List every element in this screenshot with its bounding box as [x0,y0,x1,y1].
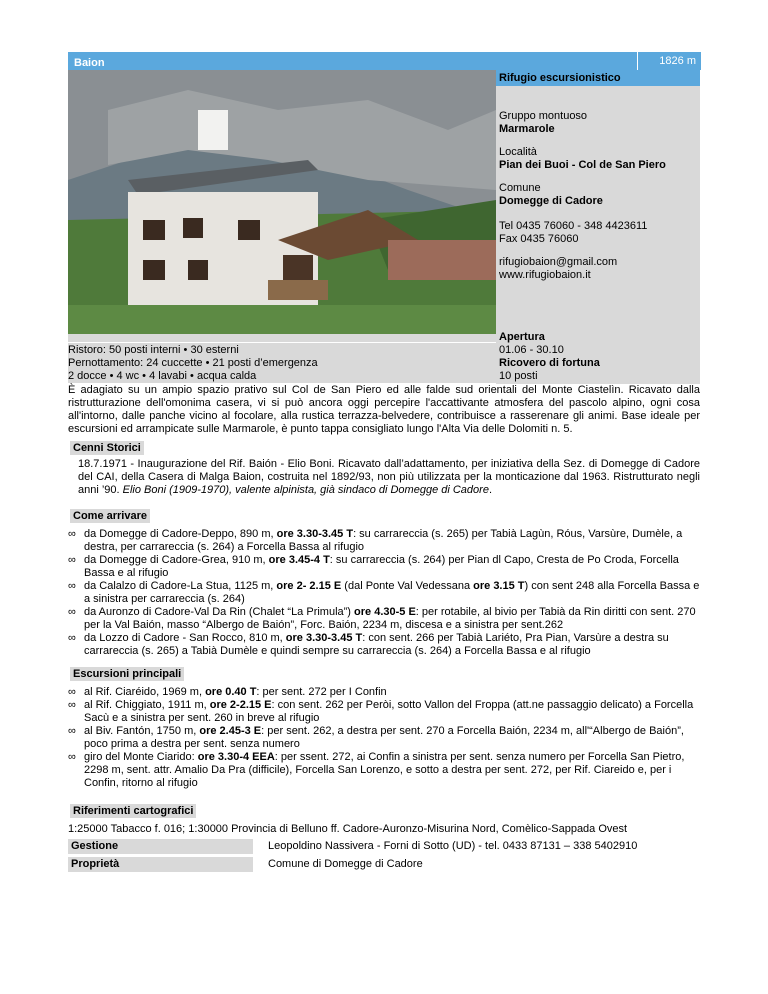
list-item: ∞ da Domegge di Cadore-Grea, 910 m, ore 3.45-4 T: su carrareccia (s. 264) per Pian dl Capo, Cresta de Po Croda, Forcella Bassa e al rifugio [68,554,679,579]
proprieta-label: Proprietà [68,857,253,872]
bullet-icon: ∞ [68,751,76,763]
cartografia-title: Riferimenti cartografici [70,804,196,818]
location-label: Località [499,146,537,158]
list-item: ∞ al Biv. Fantón, 1750 m, ore 2.45-3 E: per sent. 262, a destra per sent. 270 a Forcella Baión, 2234 m, all'“Albergo de Baión”, poco prima a destra per sent. senza numero [68,725,684,750]
hut-photo [68,70,496,334]
apertura-dates: 01.06 - 30.10 [499,344,564,356]
phone: Tel 0435 76060 - 348 4423611 [499,220,648,232]
hut-type: Rifugio escursionistico [499,72,621,84]
list-item: ∞ da Domegge di Cadore-Deppo, 890 m, ore 3.30-3.45 T: su carrareccia (s. 265) per Tabià Lagùn, Róus, Varsùre, Dumèle, a destra, per carrareccia (s. 264) a Forcella Bassa al rifugio [68,528,683,553]
list-item: ∞ al Rif. Chiggiato, 1911 m, ore 2-2.15 E: con sent. 262 per Peròi, sotto Vallon del Froppa (att.ne passaggio delicato) a Forcella Sacù e a sinistra per sent. 260 in breve al rifugio [68,699,694,724]
group-value: Marmarole [499,123,555,135]
comune-label: Comune [499,182,541,194]
bullet-icon: ∞ [68,606,76,618]
list-item: ∞ giro del Monte Ciarido: ore 3.30-4 EEA: per ssent. 272, ai Confin a sinistra per sent. senza numero per Forcella San Pietro, 2298 m, sent. attr. Amalio Da Pra (difficile), Forcella San Lorenzo, e sotto a destra per sent. 272, per Rif. Ciareido e, per i Confin, ritorno al rifugio [68,751,685,789]
storici-text: 18.7.1971 - Inaugurazione del Rif. Baión - Elio Boni. Ricavato dall’adattamento, per iniziativa della Sez. di Domegge di Cadore del CAI, della Casera di Malga Baion, costruita nel 1892/93, non più utilizzata per la monticazione dal 1963. Ristrutturato negli anni ’90. Elio Boni (1909-1970), valente alpinista, già sindaco di Domegge di Cadore. [78,458,700,496]
servizi: 2 docce • 4 wc • 4 lavabi • acqua calda [68,370,257,382]
escursioni-list [68,686,700,790]
bullet-icon: ∞ [68,554,76,566]
list-item: ∞ da Calalzo di Cadore-La Stua, 1125 m, ore 2- 2.15 E (dal Ponte Val Vedessana ore 3.15 T) con sent 248 alla Forcella Bassa e a sinistra per carrareccia (s. 264) [68,580,700,605]
storici-title: Cenni Storici [70,441,144,455]
description: È adagiato su un ampio spazio prativo sul Col de San Piero ed alle falde sud orientali del Monte Ciastelìn. Ricavato dalla ristrutturazione dell'omonima casera, vi si può ancora oggi percepire l'accattivante atmosfera del pascolo alpino, ogni cosa all'intorno, dalle panche vicino al focolare, alla rustica terrazza-belvedere, contribuisce a rasserenare gli animi. Base ideale per escursioni ed arrampicate sulle Marmarole, è punto tappa consigliato lungo l'Alta Via delle Dolomiti n. 5. [68,384,700,435]
list-item: ∞ da Auronzo di Cadore-Val Da Rin (Chalet “La Primula”) ore 4.30-5 E: per rotabile, al bivio per Tabià da Rin diritti con sent. 270 per la Val Baión, masso “Albergo de Baión”, Forc. Baión, 2234 m, discesa e a sinistra per sent.262 [68,606,696,631]
fax: Fax 0435 76060 [499,233,579,245]
ristoro: Ristoro: 50 posti interni • 30 esterni [68,344,239,356]
gestione-value: Leopoldino Nassivera - Forni di Sotto (UD) - tel. 0433 87131 – 338 5402910 [268,840,638,852]
pernottamento: Pernottamento: 24 cuccette • 21 posti d’emergenza [68,357,318,369]
storici-italic: Elio Boni (1909-1970), valente alpinista, già sindaco di Domegge di Cadore [122,484,489,496]
ricovero-posti: 10 posti [499,370,538,382]
bullet-icon: ∞ [68,580,76,592]
header-bar [68,52,700,70]
cartografia-text: 1:25000 Tabacco f. 016; 1:30000 Provincia di Belluno ff. Cadore-Auronzo-Misurina Nord, Comèlico-Sappada Ovest [68,823,628,835]
list-item: ∞ da Lozzo di Cadore - San Rocco, 810 m, ore 3.30-3.45 T: con sent. 266 per Tabià Lariéto, Pra Pian, Varsùre a destra su carrareccia (s. 265) a Tabià Dumèle e quindi sempre su carrareccia (s. 264) a Forcella Bassa e al rifugio [68,632,669,657]
bullet-icon: ∞ [68,699,76,711]
comune-value: Domegge di Cadore [499,195,603,207]
group-label: Gruppo montuoso [499,110,588,122]
apertura-label: Apertura [499,331,545,343]
arrivare-list [68,528,700,658]
bullet-icon: ∞ [68,725,76,737]
bullet-icon: ∞ [68,528,76,540]
bullet-icon: ∞ [68,632,76,644]
location-value: Pian dei Buoi - Col de San Piero [499,159,666,171]
bullet-icon: ∞ [68,686,76,698]
list-item: ∞ al Rif. Ciaréido, 1969 m, ore 0.40 T: per sent. 272 per I Confin [68,686,387,698]
email-link[interactable]: rifugiobaion@gmail.com [499,256,618,268]
altitude: 1826 m [659,55,696,67]
gestione-label: Gestione [68,839,253,854]
storici-body: 18.7.1971 - Inaugurazione del Rif. Baión - Elio Boni. Ricavato dall’adattamento, per iniziativa della Sez. di Domegge di Cadore del CAI, della Casera di Malga Baion, costruita nel 1892/93, non più utilizzata per la monticazione dal 1963. Ristrutturato negli anni ’90. [78,458,700,496]
website-link[interactable]: www.rifugiobaion.it [499,269,591,281]
proprieta-value: Comune di Domegge di Cadore [268,858,423,870]
escursioni-title: Escursioni principali [70,667,184,681]
hut-name: Baion [74,57,105,69]
arrivare-title: Come arrivare [70,509,150,523]
hut-type-bar [496,70,700,86]
ricovero-label: Ricovero di fortuna [499,357,600,369]
